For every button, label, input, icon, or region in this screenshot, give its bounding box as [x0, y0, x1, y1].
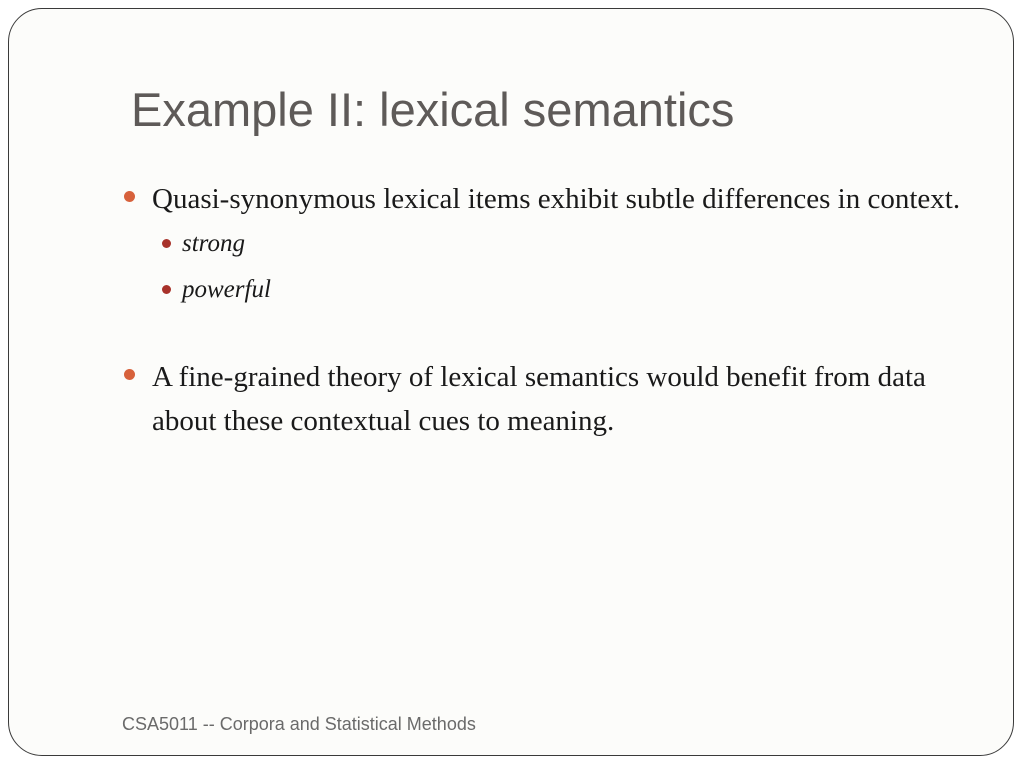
sub-bullet-item [122, 267, 972, 313]
bullet-icon [124, 369, 135, 380]
bullet-item [122, 355, 972, 443]
slide-body [122, 177, 972, 443]
sub-bullet-icon [162, 285, 171, 294]
bullet-icon [124, 191, 135, 202]
bullet-text: A fine-grained theory of lexical semantics would benefit from data about these contextual cues to meaning. [152, 361, 926, 437]
slide-footer: CSA5011 -- Corpora and Statistical Methods [122, 714, 476, 734]
slide [8, 8, 1014, 756]
sub-bullet-item [122, 221, 972, 267]
sub-bullet-text: strong [182, 230, 245, 257]
sub-bullet-text: powerful [182, 276, 271, 303]
sub-bullet-icon [162, 239, 171, 248]
bullet-text: Quasi-synonymous lexical items exhibit subtle differences in context. [152, 183, 961, 215]
slide-title: Example II: lexical semantics [131, 83, 735, 136]
spacer [122, 313, 972, 355]
bullet-item [122, 177, 972, 221]
